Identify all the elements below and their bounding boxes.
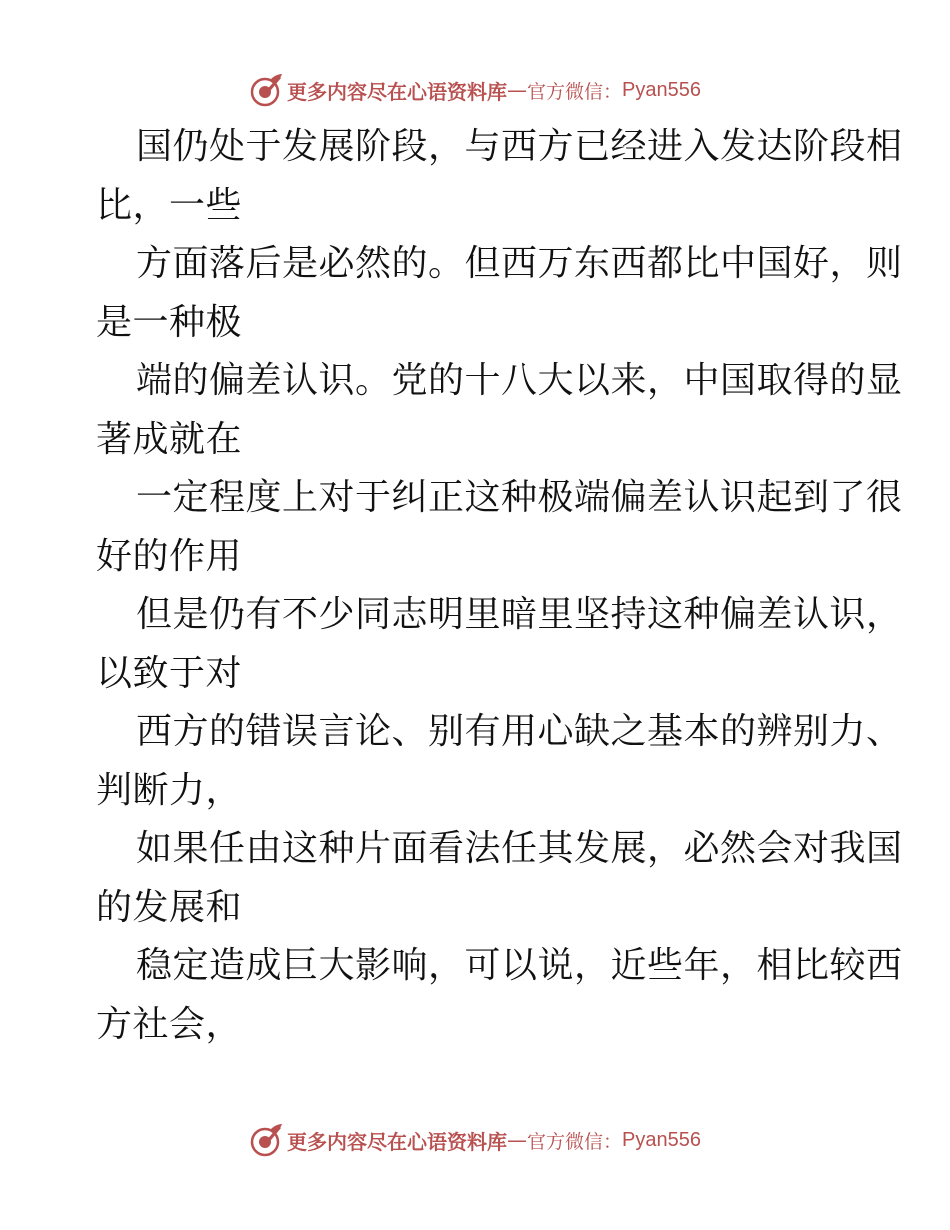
text-line: 方面落后是必然的。但西万东西都比中国好，则	[136, 243, 903, 284]
banner-dash: —	[507, 78, 527, 102]
wechat-id: Pyan556	[622, 1128, 701, 1151]
wechat-label: 官方微信：	[527, 1130, 623, 1153]
text-line: 判断力，	[96, 769, 243, 811]
text-line: 稳定造成巨大影响，可以说，近些年，相比较西	[136, 945, 903, 986]
text-line: 国仍处于发展阶段，与西方已经进入发达阶段相	[136, 126, 903, 167]
text-line: 是一种极	[96, 301, 243, 343]
text-line: 以致于对	[96, 652, 243, 694]
document-body	[96, 118, 903, 1054]
text-line: 端的偏差认识。党的十八大以来，中国取得的显	[136, 360, 903, 401]
text-line: 如果任由这种片面看法任其发展，必然会对我国	[136, 828, 903, 869]
banner-text: 更多内容尽在心语资料库	[287, 1129, 507, 1154]
text-line: 好的作用	[96, 535, 243, 577]
text-line: 西方的错误言论、别有用心缺之基本的辨别力、	[136, 711, 903, 752]
text-line: 但是仍有不少同志明里暗里坚持这种偏差认识，	[136, 594, 903, 635]
quill-pen-logo-icon	[249, 73, 283, 107]
text-line: 方社会，	[96, 1003, 243, 1045]
banner-dash: —	[507, 1128, 527, 1152]
footer-banner	[0, 1120, 950, 1160]
text-line: 比，一些	[96, 184, 243, 226]
header-banner	[0, 70, 950, 110]
text-line: 的发展和	[96, 886, 243, 928]
wechat-id: Pyan556	[622, 78, 701, 101]
wechat-label: 官方微信：	[527, 80, 623, 103]
quill-pen-logo-icon	[249, 1123, 283, 1157]
text-line: 一定程度上对于纠正这种极端偏差认识起到了很	[136, 477, 903, 518]
text-line: 著成就在	[96, 418, 243, 460]
banner-text: 更多内容尽在心语资料库	[287, 79, 507, 104]
